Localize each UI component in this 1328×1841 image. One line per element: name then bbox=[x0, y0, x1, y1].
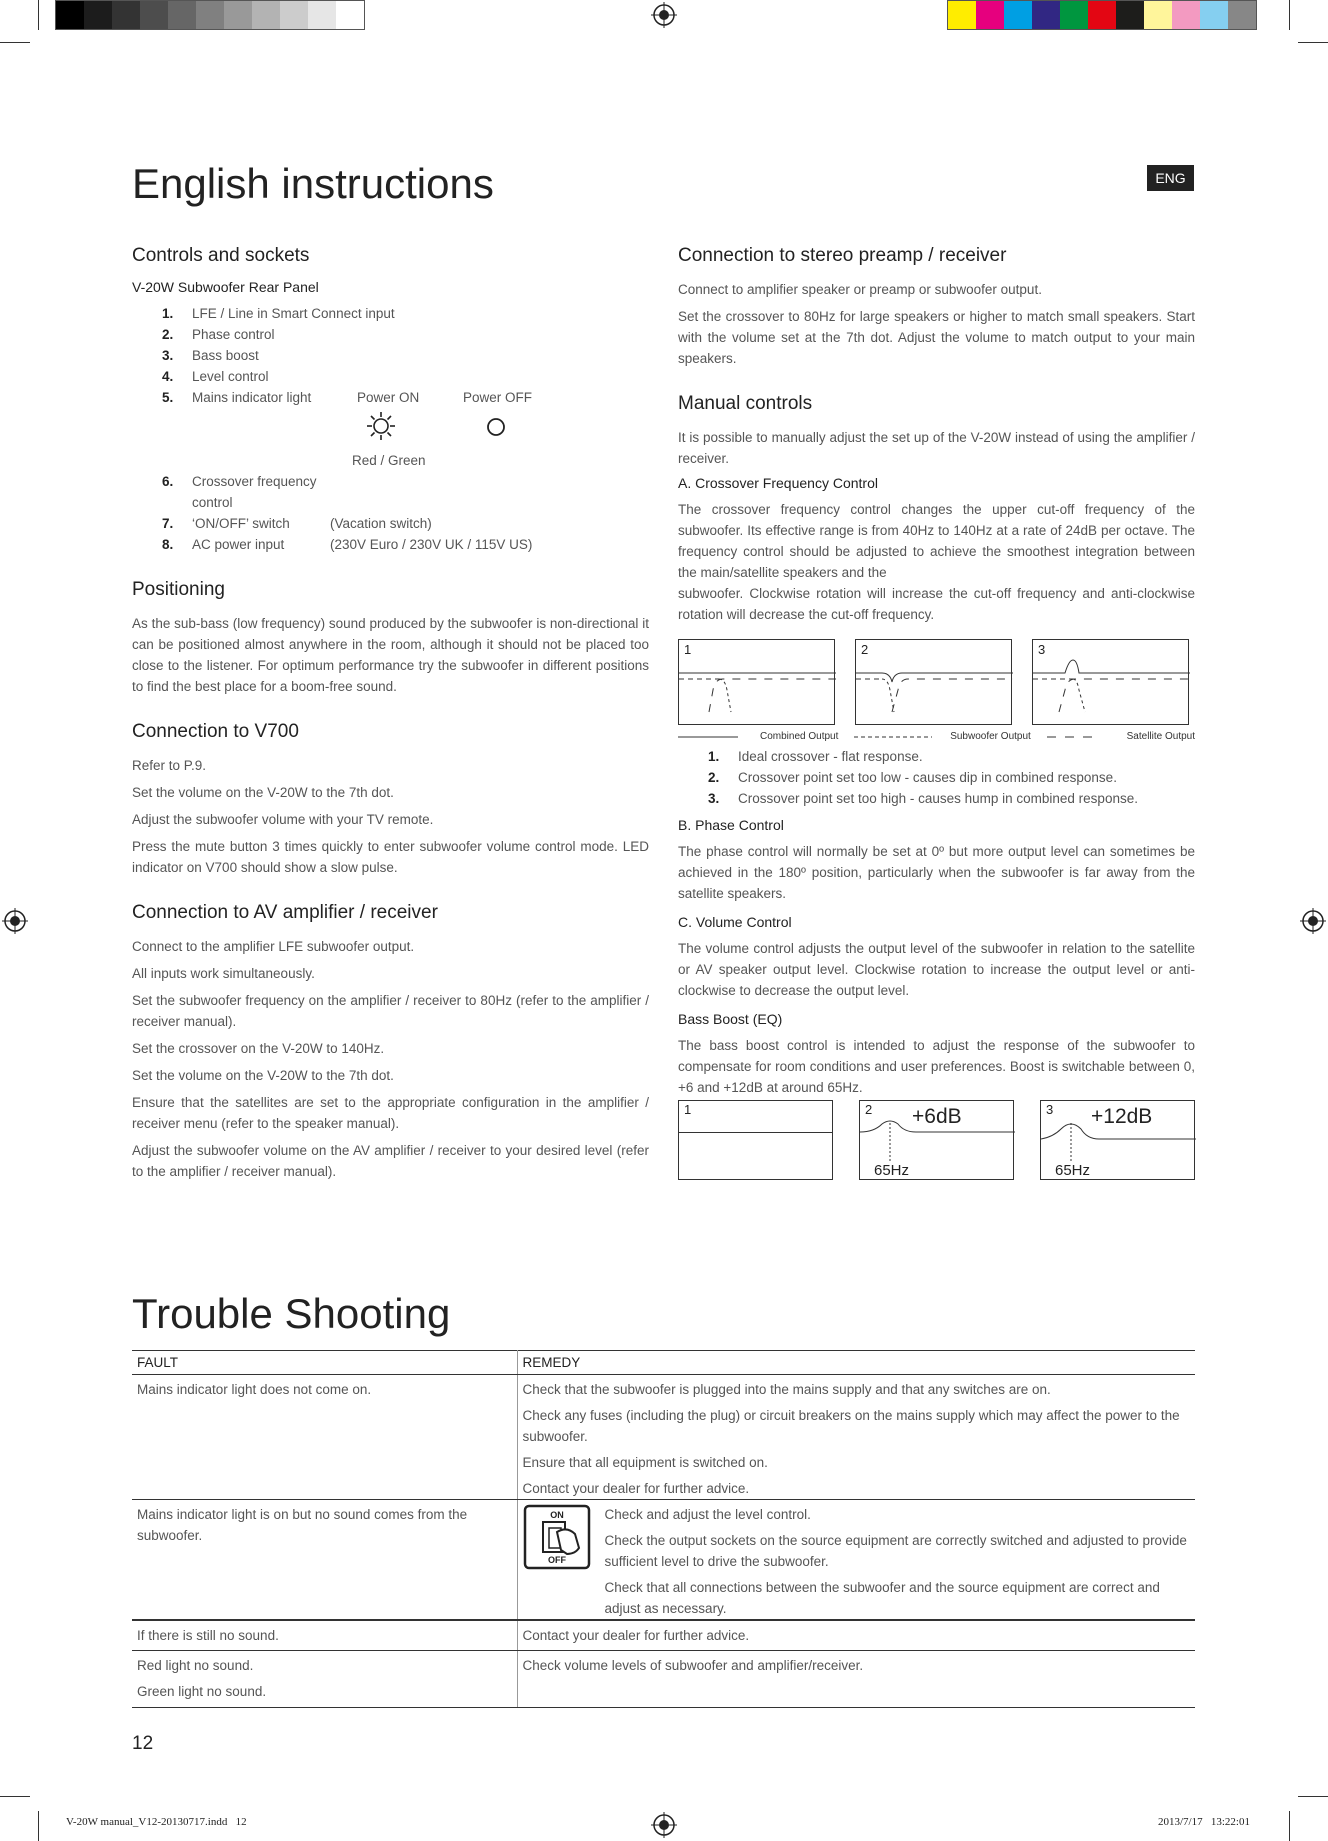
stereo-section bbox=[678, 245, 1195, 369]
remedy-text: Check that all connections between the subwoofer and the source equipment are correct and adjust as necessary. bbox=[604, 1580, 1160, 1616]
color-swatch bbox=[1172, 1, 1200, 29]
table-header-row bbox=[132, 1351, 1195, 1375]
color-swatch bbox=[252, 1, 280, 29]
crossover-diagram-dip: 2 bbox=[855, 639, 1012, 725]
fault-cell: Mains indicator light is on but no sound comes from the subwoofer. bbox=[132, 1500, 517, 1621]
manual-section bbox=[678, 393, 1195, 1180]
fault-cell bbox=[132, 1651, 517, 1708]
footer-file: V-20W manual_V12-20130717.indd 12 bbox=[66, 1816, 247, 1828]
paragraph: The bass boost control is intended to adjust the response of the subwoofer to compensate for room conditions and user preferences. Boost is switchable between 0, +6 and +12dB at around 65Hz. bbox=[678, 1038, 1195, 1095]
paragraph: The phase control will normally be set at 0º but more output level can sometimes be achieved in the 180º position, particularly when the subwoofer is far away from the satellite speakers. bbox=[678, 844, 1195, 901]
list-item: 5. Mains indicator light Power ON Power OFF bbox=[132, 387, 649, 408]
crop-mark bbox=[0, 42, 30, 43]
color-swatch bbox=[336, 1, 364, 29]
crossover-heading: A. Crossover Frequency Control bbox=[678, 475, 878, 491]
list-item: 4. Level control bbox=[162, 369, 269, 384]
list-item: 3. Crossover point set too high - causes hump in combined response. bbox=[708, 791, 1138, 806]
fault-text: Green light no sound. bbox=[137, 1684, 267, 1699]
eq-diagram-flat: 1 bbox=[678, 1100, 833, 1180]
paragraph: Adjust the subwoofer volume on the AV amplifier / receiver to your desired level (refer to the amplifier / receiver manual). bbox=[132, 1143, 649, 1179]
indicator-row bbox=[132, 408, 649, 450]
color-swatch bbox=[280, 1, 308, 29]
crossover-legend bbox=[678, 731, 1195, 742]
fault-cell: Mains indicator light does not come on. bbox=[132, 1375, 517, 1500]
crossover-diagram-hump: 3 bbox=[1032, 639, 1189, 725]
remedy-cell: Check volume levels of subwoofer and amplifier/receiver. bbox=[517, 1651, 1195, 1708]
remedy-text: Ensure that all equipment is switched on. bbox=[522, 1455, 768, 1470]
paragraph: Adjust the subwoofer volume with your TV remote. bbox=[132, 812, 434, 827]
remedy-text: Check any fuses (including the plug) or circuit breakers on the mains supply which may affect the power to the subwoofer. bbox=[522, 1408, 1180, 1444]
eq-diagram-12db: 3 +12dB 65Hz bbox=[1040, 1100, 1195, 1180]
paragraph: Connect to the amplifier LFE subwoofer output. bbox=[132, 939, 415, 954]
color-swatch bbox=[976, 1, 1004, 29]
color-swatch bbox=[1004, 1, 1032, 29]
left-column bbox=[132, 245, 649, 1206]
table-row bbox=[132, 1375, 1195, 1500]
color-swatch bbox=[224, 1, 252, 29]
eq-hz-label: 65Hz bbox=[1055, 1162, 1091, 1179]
table-row bbox=[132, 1500, 1195, 1621]
paragraph: The crossover frequency control changes the upper cut-off frequency of the subwoofer. Its effective range is from 40Hz to 140Hz at a rate of 24dB per octave. The frequency control should be adjusted to achieve the smoothest integration between the main/satellite speakers and the bbox=[678, 502, 1195, 580]
paragraph: Set the crossover to 80Hz for large speakers or higher to match small speakers. Start with the volume set at the 7th dot. Adjust the volume to match output to your main speakers. bbox=[678, 309, 1195, 366]
controls-heading: Controls and sockets bbox=[132, 245, 310, 266]
crop-mark bbox=[0, 1796, 30, 1797]
color-swatch bbox=[56, 1, 84, 29]
color-swatch bbox=[1116, 1, 1144, 29]
av-section bbox=[132, 902, 649, 1182]
eq-12db-label: +12dB bbox=[1091, 1105, 1153, 1128]
list-item: 3. Bass boost bbox=[162, 348, 259, 363]
eq-hz-label: 65Hz bbox=[874, 1162, 910, 1179]
controls-section bbox=[132, 245, 649, 555]
color-swatch bbox=[196, 1, 224, 29]
manual-heading: Manual controls bbox=[678, 393, 813, 414]
rear-panel-subheading: V-20W Subwoofer Rear Panel bbox=[132, 279, 319, 295]
right-column bbox=[678, 245, 1195, 1180]
svg-text:OFF: OFF bbox=[547, 1555, 566, 1565]
list-item: 2. Phase control bbox=[162, 327, 275, 342]
registration-mark-icon bbox=[2, 908, 28, 934]
svg-text:ON: ON bbox=[549, 1510, 564, 1520]
remedy-text: Contact your dealer for further advice. bbox=[522, 1481, 750, 1496]
color-swatch bbox=[1060, 1, 1088, 29]
volume-heading: C. Volume Control bbox=[678, 914, 792, 930]
eq-diagram-6db: 2 +6dB 65Hz bbox=[859, 1100, 1014, 1180]
remedy-column-header: REMEDY bbox=[517, 1351, 1195, 1375]
page-number: 12 bbox=[132, 1733, 154, 1754]
v700-heading: Connection to V700 bbox=[132, 721, 299, 742]
list-item: 1. LFE / Line in Smart Connect input bbox=[162, 306, 395, 321]
crop-mark bbox=[38, 0, 39, 30]
crossover-flat-graph bbox=[679, 640, 836, 726]
power-on-label: Power ON bbox=[357, 390, 420, 405]
positioning-text: As the sub-bass (low frequency) sound produced by the subwoofer is non-directional it can be positioned almost anywhere in the room, although it should not be placed too close to the listener. For optimum performance try the subwoofer in different positions to find the best place for a boom-free sound. bbox=[132, 616, 649, 694]
bass-boost-diagrams bbox=[678, 1100, 1195, 1180]
list-item: 7. ‘ON/OFF’ switch (Vacation switch) bbox=[162, 516, 432, 531]
av-heading: Connection to AV amplifier / receiver bbox=[132, 902, 438, 923]
crop-mark bbox=[1298, 42, 1328, 43]
page-title: English instructions bbox=[132, 160, 494, 207]
controls-list-2 bbox=[132, 471, 649, 555]
registration-mark-icon bbox=[1300, 908, 1326, 934]
crop-mark bbox=[1289, 0, 1290, 30]
process-color-bar bbox=[947, 0, 1257, 30]
remedy-cell bbox=[517, 1375, 1195, 1500]
paragraph: It is possible to manually adjust the set up of the V-20W instead of using the amplifier / receiver. bbox=[678, 430, 1195, 466]
crop-mark bbox=[38, 1811, 39, 1841]
power-off-label: Power OFF bbox=[463, 390, 533, 405]
crossover-hump-graph bbox=[1033, 640, 1190, 726]
color-swatch bbox=[1228, 1, 1256, 29]
paragraph: Set the subwoofer frequency on the amplifier / receiver to 80Hz (refer to the amplifier / receiver manual). bbox=[132, 993, 649, 1029]
registration-mark-icon bbox=[651, 1812, 677, 1838]
remedy-text: Check that the subwoofer is plugged into the mains supply and that any switches are on. bbox=[522, 1382, 1051, 1397]
paragraph: Press the mute button 3 times quickly to enter subwoofer volume control mode. LED indicator on V700 should show a slow pulse. bbox=[132, 839, 649, 875]
crossover-list bbox=[678, 746, 1195, 809]
gray-color-bar bbox=[55, 0, 365, 30]
color-swatch bbox=[1088, 1, 1116, 29]
paragraph: The volume control adjusts the output level of the subwoofer in relation to the satellite or AV speaker output level. Clockwise rotation to increase the output level or anti-clockwise to decrease the output level. bbox=[678, 941, 1195, 998]
crop-mark bbox=[1298, 1796, 1328, 1797]
registration-mark-icon bbox=[651, 2, 677, 28]
v700-section bbox=[132, 721, 649, 878]
paragraph: All inputs work simultaneously. bbox=[132, 966, 315, 981]
eq-6db-label: +6dB bbox=[912, 1105, 962, 1128]
paragraph: Set the volume on the V-20W to the 7th dot. bbox=[132, 785, 394, 800]
controls-list bbox=[132, 303, 649, 408]
fault-cell: If there is still no sound. bbox=[132, 1620, 517, 1651]
footer-date: 2013/7/17 13:22:01 bbox=[1158, 1816, 1250, 1828]
circle-off-icon bbox=[485, 416, 507, 438]
bass-boost-heading: Bass Boost (EQ) bbox=[678, 1011, 783, 1027]
list-item: 6. Crossover frequency control bbox=[162, 474, 317, 510]
crossover-dip-graph bbox=[856, 640, 1013, 726]
language-badge: ENG bbox=[1147, 165, 1194, 191]
table-row bbox=[132, 1620, 1195, 1651]
color-swatch bbox=[84, 1, 112, 29]
positioning-heading: Positioning bbox=[132, 579, 225, 600]
color-swatch bbox=[1200, 1, 1228, 29]
color-swatch bbox=[1032, 1, 1060, 29]
paragraph: Set the crossover on the V-20W to 140Hz. bbox=[132, 1041, 385, 1056]
red-green-label: Red / Green bbox=[352, 453, 426, 468]
remedy-cell: Contact your dealer for further advice. bbox=[517, 1620, 1195, 1651]
table-row bbox=[132, 1651, 1195, 1708]
stereo-heading: Connection to stereo preamp / receiver bbox=[678, 245, 1007, 266]
fault-column-header: FAULT bbox=[132, 1351, 517, 1375]
color-swatch bbox=[168, 1, 196, 29]
remedy-text: Check the output sockets on the source equipment are correctly switched and adjusted to provide sufficient level to drive the subwoofer. bbox=[604, 1533, 1187, 1569]
list-item: 1. Ideal crossover - flat response. bbox=[708, 749, 923, 764]
phase-heading: B. Phase Control bbox=[678, 817, 784, 833]
color-swatch bbox=[948, 1, 976, 29]
paragraph: Set the volume on the V-20W to the 7th dot. bbox=[132, 1068, 394, 1083]
paragraph: Connect to amplifier speaker or preamp or subwoofer output. bbox=[678, 282, 1042, 297]
list-item: 2. Crossover point set too low - causes dip in combined response. bbox=[708, 770, 1117, 785]
on-off-switch-icon bbox=[523, 1504, 591, 1570]
legend-satellite: Satellite Output bbox=[1126, 731, 1195, 742]
crossover-diagram-flat: 1 bbox=[678, 639, 835, 725]
remedy-text: Check and adjust the level control. bbox=[604, 1507, 811, 1522]
trouble-shooting-heading: Trouble Shooting bbox=[132, 1290, 451, 1337]
paragraph: Refer to P.9. bbox=[132, 758, 207, 773]
positioning-section bbox=[132, 579, 649, 697]
fault-text: Red light no sound. bbox=[137, 1658, 254, 1673]
color-swatch bbox=[308, 1, 336, 29]
paragraph: subwoofer. Clockwise rotation will increase the cut-off frequency and anti-clockwise rotation will decrease the cut-off frequency. bbox=[678, 586, 1195, 622]
crossover-diagrams bbox=[678, 639, 1195, 725]
color-swatch bbox=[140, 1, 168, 29]
list-item: 8. AC power input (230V Euro / 230V UK / 115V US) bbox=[162, 537, 533, 552]
legend-combined: Combined Output bbox=[760, 731, 839, 742]
sun-light-icon bbox=[366, 411, 396, 441]
legend-subwoofer: Subwoofer Output bbox=[950, 731, 1031, 742]
paragraph: Ensure that the satellites are set to the appropriate configuration in the amplifier / receiver menu (refer to the speaker manual). bbox=[132, 1095, 649, 1131]
color-swatch bbox=[112, 1, 140, 29]
trouble-shooting-table bbox=[132, 1350, 1195, 1708]
color-swatch bbox=[1144, 1, 1172, 29]
crop-mark bbox=[1289, 1811, 1290, 1841]
remedy-cell bbox=[517, 1500, 1195, 1621]
